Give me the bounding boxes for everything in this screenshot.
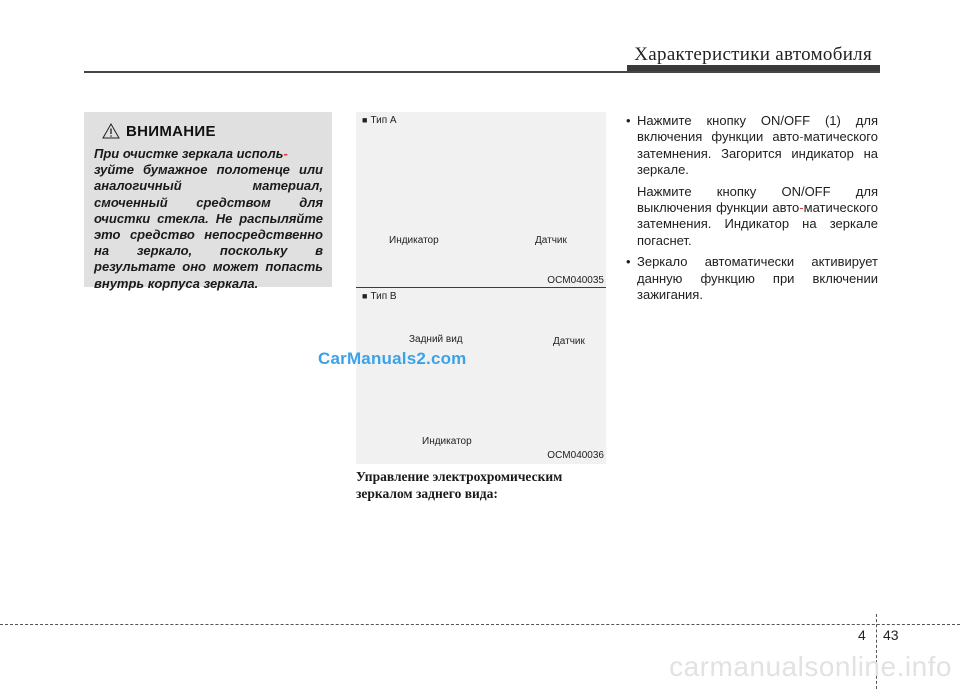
chapter-number: 4	[858, 627, 866, 643]
figure-code-a: OCM040035	[547, 275, 604, 286]
header-rule	[84, 71, 880, 73]
warning-heading	[94, 120, 323, 142]
instruction-1b-part2: матического затемнения. Индикатор на зеркале погаснет.	[637, 200, 878, 248]
warning-text	[94, 146, 323, 292]
instructions-column	[626, 113, 878, 303]
callout-sensor-a: Датчик	[535, 235, 567, 246]
figure-type-a-label	[362, 115, 397, 126]
bullet-dot: •	[626, 254, 631, 270]
callout-sensor-b: Датчик	[553, 336, 585, 347]
instruction-1b-part1: Нажмите кнопку ON/OFF для выключения функции авто	[637, 183, 878, 216]
instruction-item-1	[626, 113, 878, 179]
site-watermark: carmanualsonline.info	[669, 651, 952, 682]
warning-hyphen: -	[283, 146, 288, 161]
bullet-dot: •	[626, 113, 631, 128]
warning-text-part2: зуйте бумажное полотенце или аналогичный материал, смоченный средством для очистки стекла. Не распыляйте это средство непосредственно на зеркало, поскольку в результате оно может попасть внутрь корпуса зеркала.	[94, 162, 323, 291]
figure-type-a-text: Тип A	[370, 115, 397, 126]
footer-rule	[0, 624, 960, 625]
square-bullet-icon: ■	[362, 115, 368, 125]
running-header-title: Характеристики автомобиля	[634, 44, 872, 65]
warning-title: ВНИМАНИЕ	[126, 122, 216, 140]
warning-text-part1: При очистке зеркала исполь	[94, 146, 284, 161]
warning-box	[84, 112, 332, 291]
watermark-link[interactable]: CarManuals2.com	[318, 349, 467, 368]
instruction-1-part1: Нажмите кнопку ON/OFF (1) для включения функции авто	[637, 113, 878, 145]
callout-rear-view: Задний вид	[409, 334, 463, 345]
figure-type-b-label	[362, 291, 397, 302]
instruction-1-part2: матического затемнения. Загорится индикатор на зеркале.	[637, 129, 878, 178]
instruction-1b-hyphen: -	[799, 200, 804, 216]
figure-code-b: OCM040036	[547, 450, 604, 461]
callout-indicator-b: Индикатор	[422, 436, 472, 447]
warning-triangle-icon	[102, 123, 120, 139]
instruction-1-hyphen: -	[799, 129, 804, 145]
callout-indicator-a: Индикатор	[389, 235, 439, 246]
section-caption: Управление электрохромическим зеркалом заднего вида:	[356, 469, 563, 501]
page-number: 43	[883, 627, 899, 643]
instruction-2-text: Зеркало автоматически активирует данную функцию при включении зажигания.	[637, 254, 878, 303]
square-bullet-icon: ■	[362, 291, 368, 301]
figure-type-a	[356, 112, 606, 287]
instruction-item-2	[626, 254, 878, 303]
figure-type-b	[356, 287, 606, 464]
instruction-item-1b	[626, 184, 878, 250]
figure-type-b-text: Тип B	[370, 291, 397, 302]
